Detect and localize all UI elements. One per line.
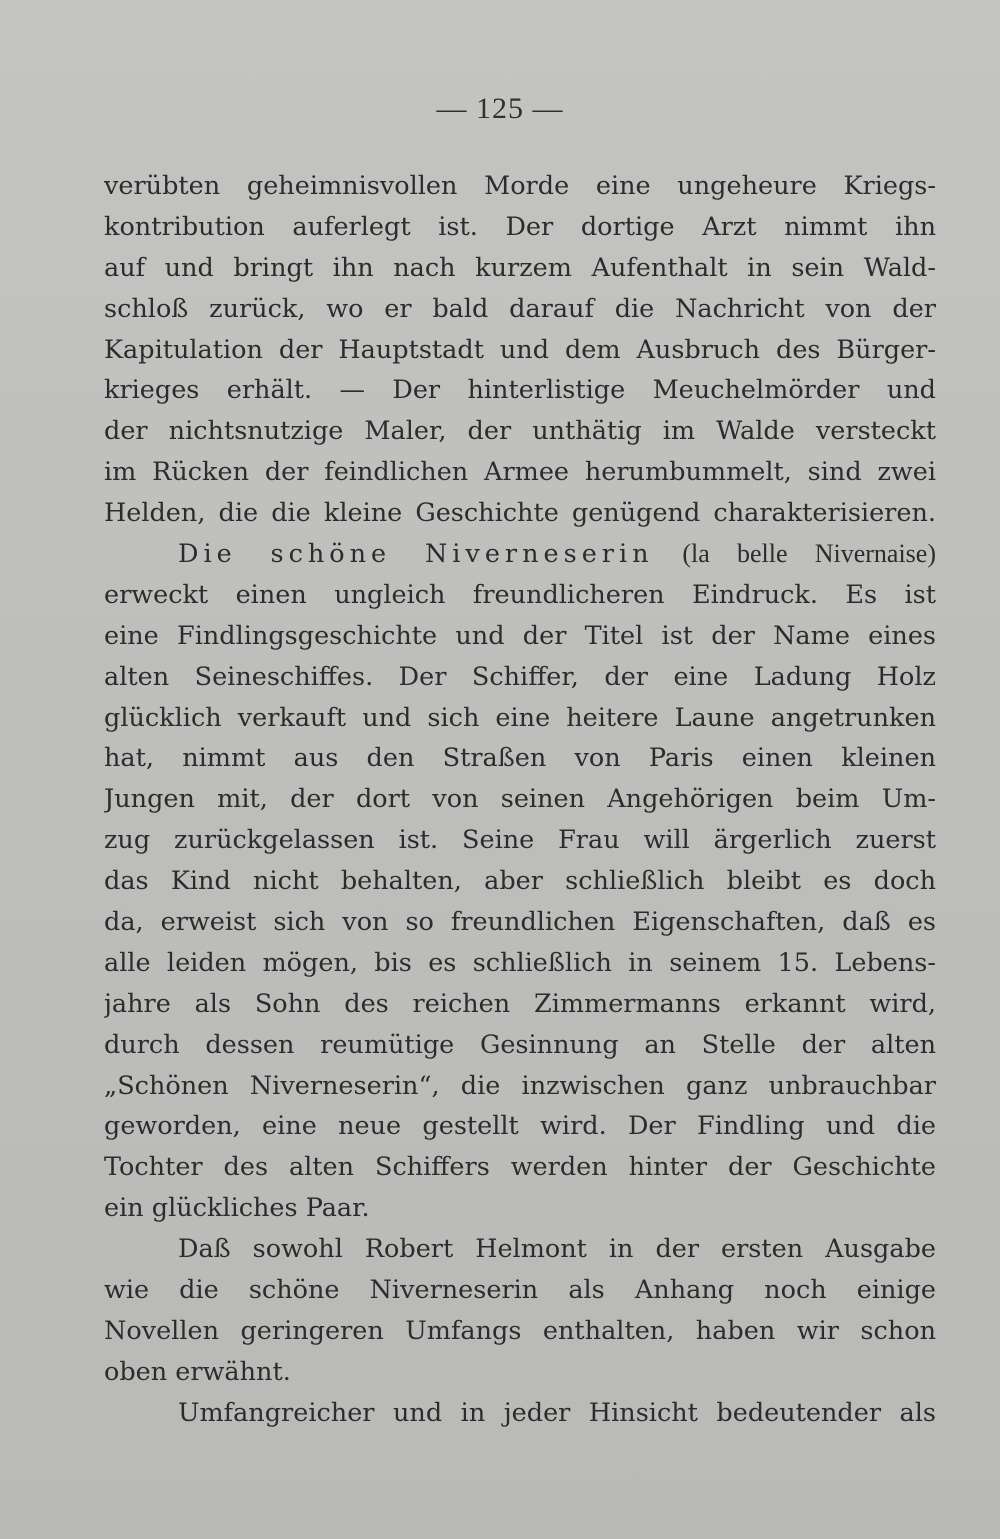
text-line: Novellen geringeren Umfangs enthalten, haben wir schon <box>104 1315 936 1346</box>
text-line: alle leiden mögen, bis es schließlich in seinem 15. Lebens- <box>104 947 936 978</box>
text-line: verübten geheimnisvollen Morde eine ungeheure Kriegs- <box>104 171 936 201</box>
text-line: jahre als Sohn des reichen Zimmermanns erkannt wird, <box>104 988 936 1019</box>
text-line: geworden, eine neue gestellt wird. Der Findling und die <box>104 1111 936 1142</box>
text-line: da, erweist sich von so freundlichen Eigenschaften, daß es <box>104 907 936 938</box>
text-line: Tochter des alten Schiffers werden hinter der Geschichte <box>104 1152 936 1183</box>
work-title-spaced: Die schöne Niverneserin <box>178 539 654 570</box>
text-line: glücklich verkauft und sich eine heitere Laune angetrunken <box>104 702 936 733</box>
text-line: schloß zurück, wo er bald darauf die Nachricht von der <box>104 293 936 324</box>
text-line: kontribution auferlegt ist. Der dortige Arzt nimmt ihn <box>104 211 936 242</box>
text-line: Daß sowohl Robert Helmont in der ersten Ausgabe <box>178 1234 936 1265</box>
text-line: Helden, die die kleine Geschichte genügend charakterisieren. <box>104 498 936 529</box>
text-line: eine Findlingsgeschichte und der Titel ist der Name eines <box>104 620 936 651</box>
text-line: Kapitulation der Hauptstadt und dem Ausbruch des Bürger- <box>104 334 936 365</box>
text-line: erweckt einen ungleich freundlicheren Eindruck. Es ist <box>104 579 936 610</box>
text-line: zug zurückgelassen ist. Seine Frau will ärgerlich zuerst <box>104 825 936 856</box>
text-line: hat, nimmt aus den Straßen von Paris einen kleinen <box>104 743 936 774</box>
text-line: das Kind nicht behalten, aber schließlich bleibt es doch <box>104 866 936 897</box>
text-line: im Rücken der feindlichen Armee herumbummelt, sind zwei <box>104 457 936 488</box>
text-line: auf und bringt ihn nach kurzem Aufenthalt in sein Wald- <box>104 252 936 283</box>
text-line: der nichtsnutzige Maler, der unthätig im Walde versteckt <box>104 416 936 447</box>
text-line: alten Seineschiffes. Der Schiffer, der eine Ladung Holz <box>104 661 936 692</box>
page-number: — 125 — <box>436 92 564 125</box>
body-text <box>104 166 936 1434</box>
text-line: ein glückliches Paar. <box>104 1193 370 1224</box>
text-line: durch dessen reumütige Gesinnung an Stelle der alten <box>104 1029 936 1060</box>
text-line: Jungen mit, der dort von seinen Angehörigen beim Um- <box>104 784 936 815</box>
text-line: „Schönen Niverneserin“, die inzwischen ganz unbrauchbar <box>104 1070 936 1101</box>
text-line: oben erwähnt. <box>104 1356 291 1387</box>
text-line: wie die schöne Niverneserin als Anhang noch einige <box>104 1275 936 1306</box>
text-line: Umfangreicher und in jeder Hinsicht bedeutender als <box>178 1397 936 1428</box>
text-line-title <box>104 534 936 575</box>
text-line: krieges erhält. — Der hinterlistige Meuchelmörder und <box>104 375 936 406</box>
work-title-french: (la belle Nivernaise) <box>682 539 936 569</box>
